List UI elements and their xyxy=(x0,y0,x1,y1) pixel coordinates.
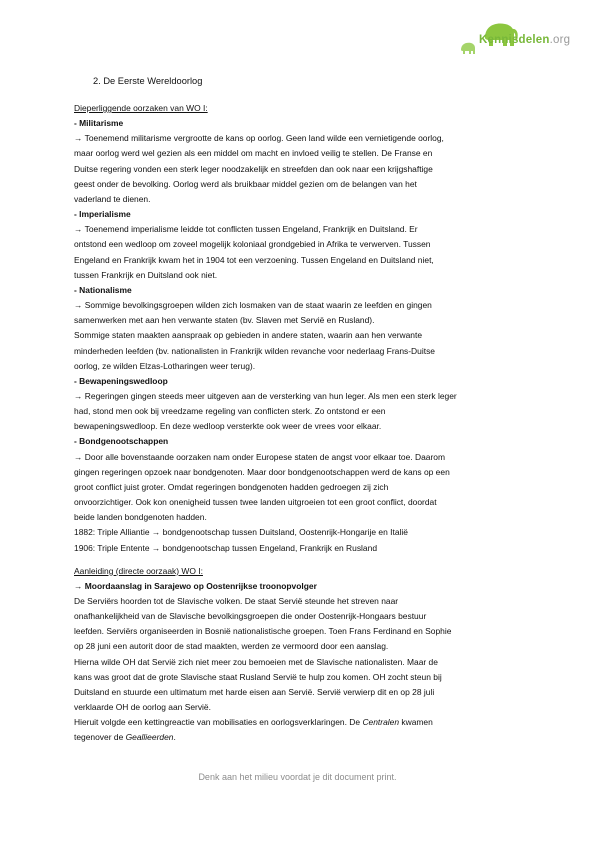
text-line: had, stond men ook bij vreedzame regeling van conflicten sterk. Zo ontstond er een xyxy=(74,406,386,417)
text-line: beide landen bondgenoten hadden. xyxy=(74,512,207,523)
subheading-moordaanslag: → Moordaanslag in Sarajewo op Oostenrijkse troonopvolger xyxy=(74,580,317,591)
subheading-militarisme: - Militarisme xyxy=(74,118,124,129)
text-line: onafhankelijkheid van de Slavische bevolkingsgroepen die onder Oostenrijk-Hongaars bestuur xyxy=(74,611,427,622)
text-line: → Regeringen gingen steeds meer uitgeven aan de versterking van hun leger. Als men een sterk leger xyxy=(74,390,457,401)
text-line: leefden. Serviërs organiseerden in Bosnië nationalistische groepen. Toen Frans Ferdinand en Sophie xyxy=(74,626,452,637)
text-line: ontstond een wedloop om zoveel mogelijk koloniaal grondgebied in Afrika te verwerven. Tussen xyxy=(74,239,431,250)
text-line: Engeland en Frankrijk kwam het in 1904 tot een verzoening. Tussen Engeland en Duitsland niet, xyxy=(74,254,434,265)
logo-text: Kennisdelen.org xyxy=(479,34,571,46)
spacer xyxy=(74,556,534,564)
text-line: Duitse regering vonden een sterk leger noodzakelijk en streefden dan ook naar een krijgshaftige xyxy=(74,163,433,174)
text-line: tegenover de Geallieerden. xyxy=(74,732,176,743)
text-line: 1882: Triple Alliantie → bondgenootschap tussen Duitsland, Oostenrijk-Hongarije en Italië xyxy=(74,527,408,538)
subheading-nationalisme: - Nationalisme xyxy=(74,284,132,295)
text-line: Duitsland en stuurde een ultimatum met harde eisen aan Servië. Servië verwierp dit en op 28 juli xyxy=(74,686,435,697)
text-line: oorlog, ze wilden Elzas-Lotharingen weer terug). xyxy=(74,360,256,371)
text-line: → Door alle bovenstaande oorzaken nam onder Europese staten de angst voor elkaar toe. Daarom xyxy=(74,451,446,462)
text-line: → Sommige bevolkingsgroepen wilden zich losmaken van de staat waarin ze leefden en gingen xyxy=(74,300,432,311)
subheading-bondgenootschappen: - Bondgenootschappen xyxy=(74,436,169,447)
text-line: onvoorzichtiger. Ook kon onenigheid tussen twee landen uitgroeien tot een groot conflict, doordat xyxy=(74,497,437,508)
page-footer: Denk aan het milieu voordat je dit document print. xyxy=(198,772,397,782)
term-geallieerden: Geallieerden xyxy=(125,732,174,743)
section-title-oorzaken: Dieperliggende oorzaken van WO I: xyxy=(74,103,208,113)
text-line: tussen Frankrijk en Duitsland ook niet. xyxy=(74,269,218,280)
document-body xyxy=(74,74,534,746)
section-title-aanleiding: Aanleiding (directe oorzaak) WO I: xyxy=(74,565,203,576)
text-line: kans was groot dat de grote Slavische staat Rusland Servië te hulp zou komen. OH zocht steun bij xyxy=(74,671,442,682)
text-line: bewapeningswedloop. En deze wedloop versterkte ook weer de vrees voor elkaar. xyxy=(74,421,382,432)
text-line: 1906: Triple Entente → bondgenootschap tussen Engeland, Frankrijk en Rusland xyxy=(74,542,378,553)
subheading-imperialisme: - Imperialisme xyxy=(74,209,131,220)
text-line: minderheden leefden (bv. nationalisten in Frankrijk wilden revanche voor nederlaag Frans-Duitse xyxy=(74,345,435,356)
text-line: op 28 juni een autorit door de stad maakten, werden ze vermoord door een aanslag. xyxy=(74,641,389,652)
text-line: geest onder de bevolking. Oorlog werd als bruikbaar middel gezien om de belangen van het xyxy=(74,178,417,189)
text-line: vaderland te dienen. xyxy=(74,193,151,204)
text-line: → Toenemend militarisme vergrootte de kans op oorlog. Geen land wilde een vernietigende oorlog, xyxy=(74,133,444,144)
text-line: De Serviërs hoorden tot de Slavische volken. De staat Servië steunde het streven naar xyxy=(74,596,399,606)
kennisdelen-logo xyxy=(457,16,577,56)
term-centralen: Centralen xyxy=(362,717,400,728)
text-line: samenwerken met aan hen verwante staten (bv. Slaven met Servië en Rusland). xyxy=(74,315,375,326)
text-line: Hieruit volgde een kettingreactie van mobilisaties en oorlogsverklaringen. De Centralen kwamen xyxy=(74,717,433,728)
text-line: maar oorlog werd wel gezien als een middel om macht en invloed veilig te stellen. De Franse en xyxy=(74,148,433,159)
text-line: → Toenemend imperialisme leidde tot conflicten tussen Engeland, Frankrijk en Duitsland. Er xyxy=(74,224,418,235)
text-line: groot conflict juist groter. Omdat regeringen bondgenoten hadden gedroegen zij zich xyxy=(74,481,389,492)
text-line: verklaarde OH de oorlog aan Servië. xyxy=(74,702,211,713)
text-line: gingen regeringen opzoek naar bondgenoten. Maar door bondgenootschappen werd de kans op een xyxy=(74,466,450,477)
subheading-bewapeningswedloop: - Bewapeningswedloop xyxy=(74,375,168,386)
text-line: Sommige staten maakten aanspraak op gebieden in andere staten, waarin aan hen verwante xyxy=(74,330,423,341)
chapter-heading: 2. De Eerste Wereldoorlog xyxy=(93,76,203,86)
text-line: Hierna wilde OH dat Servië zich niet meer zou bemoeien met de Slavische nationalisten. Maar de xyxy=(74,656,438,667)
